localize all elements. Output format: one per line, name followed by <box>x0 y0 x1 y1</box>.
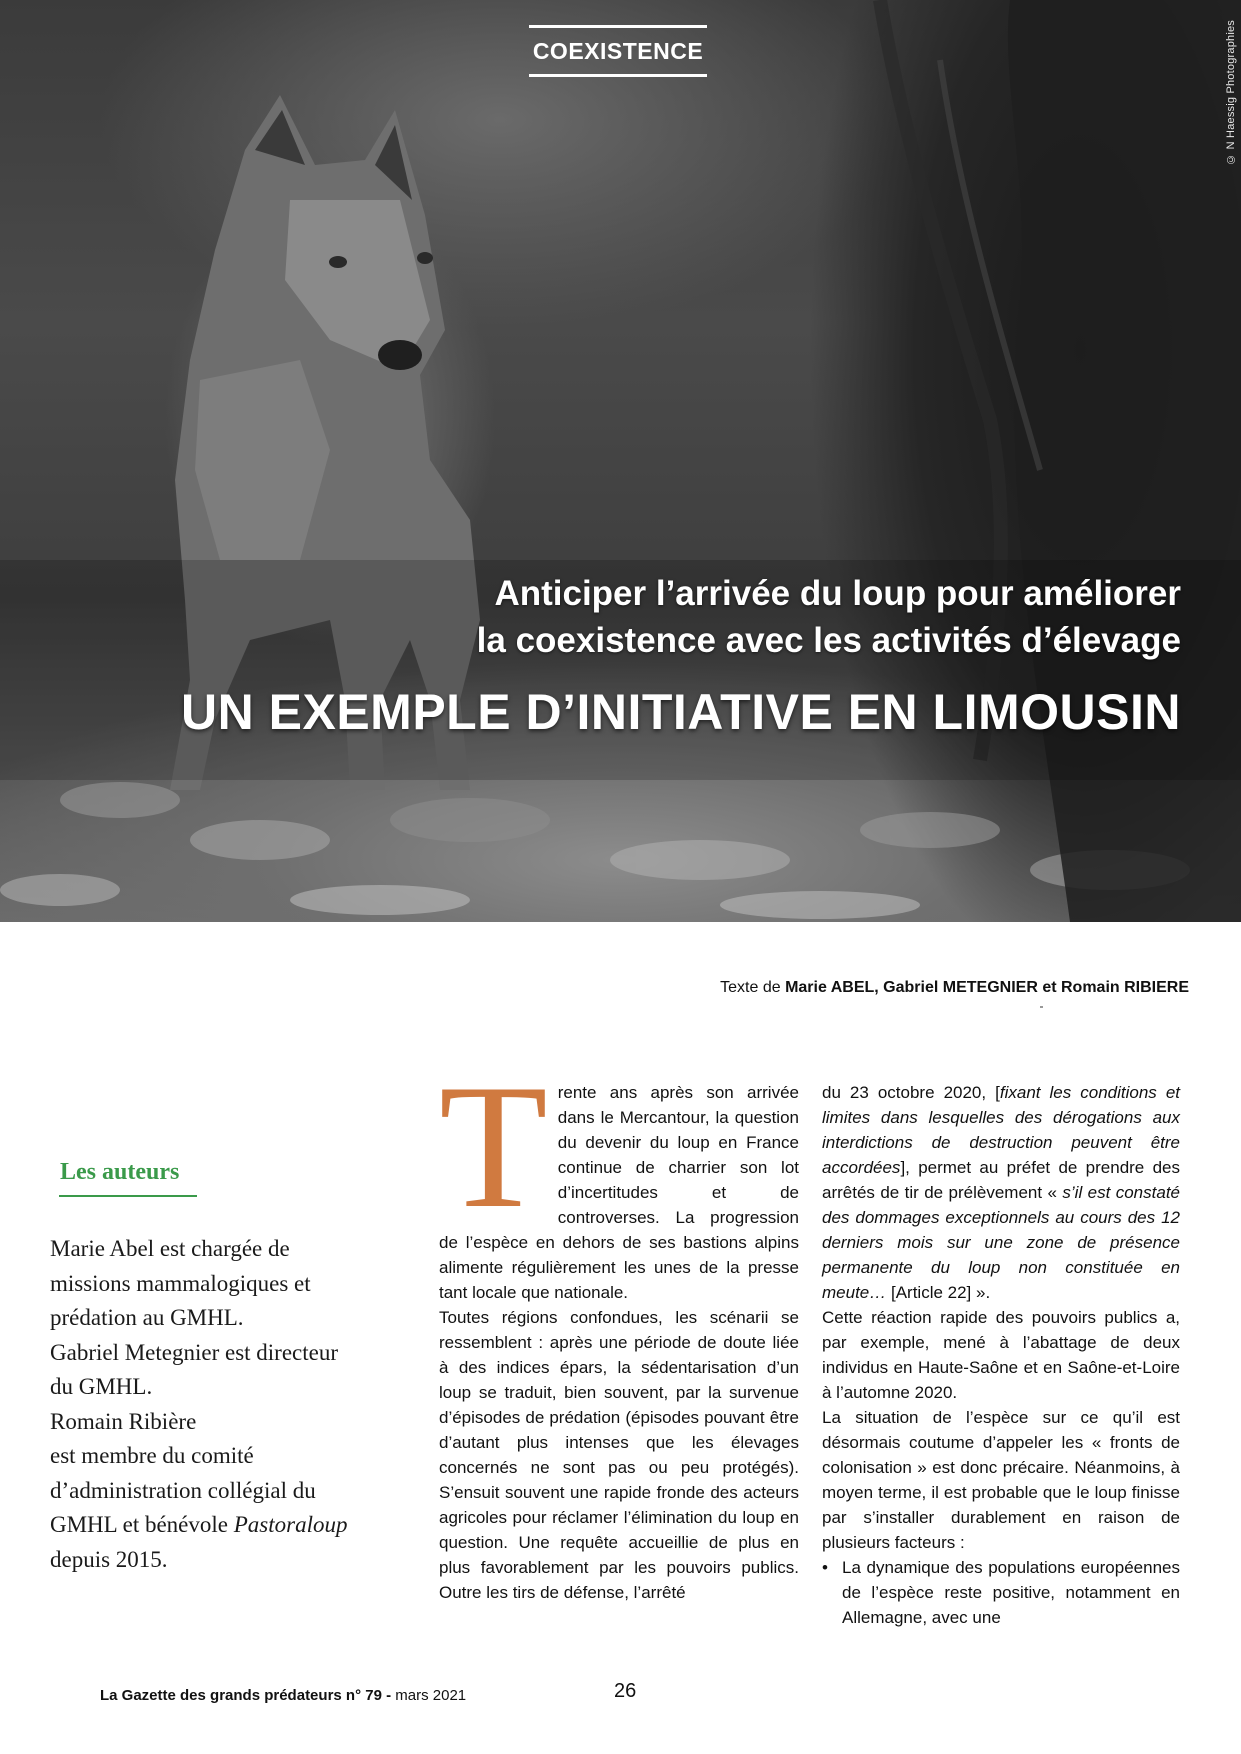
byline <box>720 979 1189 997</box>
paragraph: Cette réaction rapide des pouvoirs publics a, par exemple, mené à l’abattage de deux individus en Haute-Saône et en Saône-et-Loire à l’automne 2020. <box>822 1308 1180 1402</box>
quote-italic: s’il est constaté des dommages exceptionnels au cours des 12 derniers mois sur une zone de présence permanente du loup non constituée en meute… <box>822 1183 1180 1302</box>
article-subtitle <box>181 570 1181 664</box>
article-title: UN EXEMPLE D’INITIATIVE EN LIMOUSIN <box>181 684 1181 740</box>
footer <box>100 1687 466 1704</box>
paragraph: Toutes régions confondues, les scénarii se ressemblent : après une période de doute liée à des indices épars, la sédentarisation d’un loup se traduit, bien souvent, par la survenue d’épisodes de prédation (épisodes pouvant être d’autant plus intenses que les élevages concernés ne sont pas ou peu protégés). S’ensuit souvent une rapide fronde des acteurs agricoles pour réclamer l’élimination du loup en question. Une requête accueillie de plus en plus favorablement par les pouvoirs publics. Outre les tirs de défense, l’arrêté <box>439 1308 799 1602</box>
authors-box <box>59 1159 197 1197</box>
authors-text <box>50 1232 380 1577</box>
bullet-icon: • <box>822 1558 828 1577</box>
quote-italic: fixant les conditions et limites dans lesquelles des dérogations aux interdictions de destruction peuvent être accordées <box>822 1083 1180 1177</box>
authors-line: prédation au GMHL. <box>50 1305 244 1330</box>
photo-credit: © N Haessig Photographies <box>1225 20 1237 165</box>
bullet-text: La dynamique des populations européennes de l’espèce reste positive, notamment en Allemagne, avec une <box>842 1558 1180 1627</box>
authors-line: Romain Ribière <box>50 1408 197 1434</box>
leaf-litter <box>0 782 1190 919</box>
byline-authors: Marie ABEL, Gabriel METEGNIER et Romain RIBIERE <box>785 979 1189 996</box>
issue-date: mars 2021 <box>395 1687 467 1704</box>
paragraph-text: ], permet au préfet de prendre des arrêtés de tir de prélèvement « <box>822 1158 1180 1202</box>
paragraph-text: du 23 octobre 2020, [ <box>822 1083 1000 1102</box>
subtitle-line: Anticiper l’arrivée du loup pour améliorer <box>494 574 1181 613</box>
authors-line: Gabriel Metegnier est directeur <box>50 1339 339 1365</box>
paragraph: La situation de l’espèce sur ce qu’il est désormais coutume d’appeler les « fronts de colonisation » est donc précaire. Néanmoins, à moyen terme, il est probable que le loup finisse par s’installer durablement en raison de plusieurs facteurs : <box>822 1408 1180 1552</box>
paragraph-text: [Article 22] ». <box>886 1283 991 1302</box>
paragraph: rente ans après son arrivée dans le Mercantour, la question du devenir du loup en France continue de charrier son lot d’incertitudes et de controverses. La progression de l’espèce en dehors de ses bastions alpins alimente régulièrement les unes de la presse tant locale que nationale. <box>439 1083 799 1302</box>
tree-trunk <box>1008 0 1241 922</box>
article-column-2 <box>822 1080 1180 1630</box>
authors-line-text: GMHL et bénévole <box>50 1512 228 1537</box>
authors-line: d’administration collégial du <box>50 1477 316 1503</box>
authors-line <box>50 1508 380 1543</box>
authors-rule <box>59 1195 197 1197</box>
authors-line: Marie Abel est chargée de <box>50 1236 290 1261</box>
magazine-name: La Gazette des grands prédateurs n° 79 - <box>100 1687 392 1704</box>
association-name: Pastoraloup <box>233 1512 348 1537</box>
page-number: 26 <box>614 1680 637 1702</box>
section-tag: COEXISTENCE <box>529 25 707 77</box>
authors-line: du GMHL. <box>50 1374 153 1399</box>
authors-line: depuis 2015. <box>50 1546 168 1572</box>
authors-line: est membre du comité <box>50 1443 254 1468</box>
article-column-1 <box>439 1047 799 1605</box>
bullet-item <box>822 1555 1180 1630</box>
paragraph <box>822 1080 1180 1305</box>
byline-prefix: Texte de <box>720 979 781 996</box>
divider <box>1040 1006 1043 1008</box>
authors-heading: Les auteurs <box>60 1159 180 1185</box>
authors-line: missions mammalogiques et <box>50 1270 311 1296</box>
subtitle-line: la coexistence avec les activités d’élevage <box>476 621 1181 660</box>
drop-cap: T <box>439 1047 548 1245</box>
